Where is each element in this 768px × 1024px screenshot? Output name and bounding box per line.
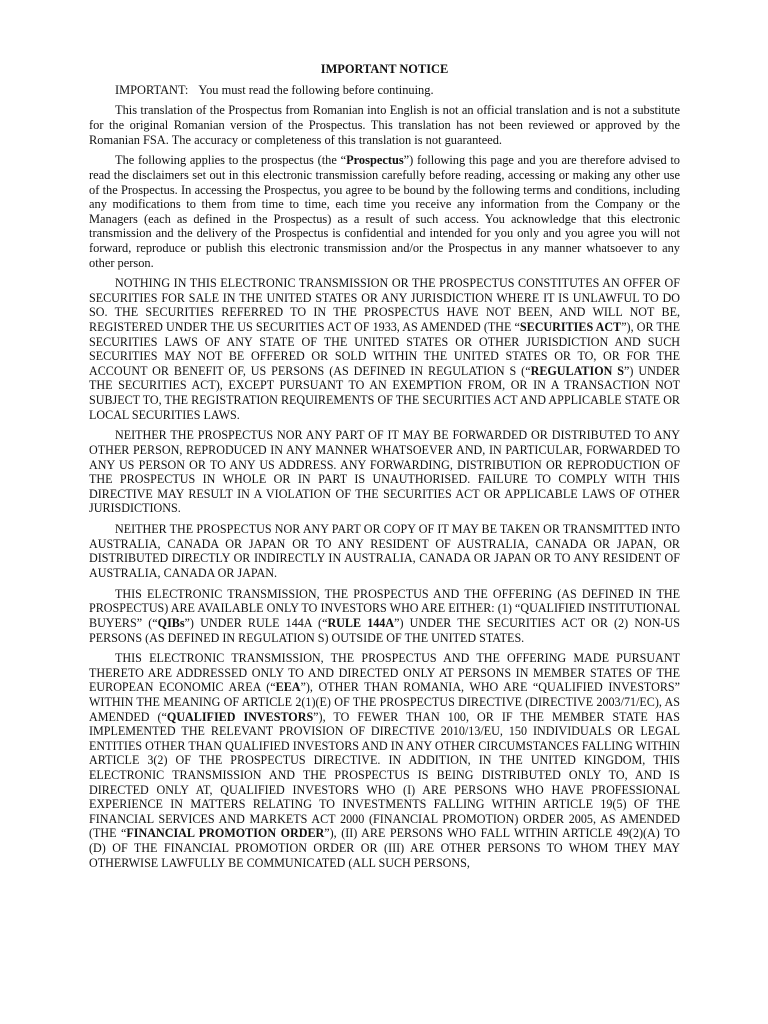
neither-forward-paragraph: NEITHER THE PROSPECTUS NOR ANY PART OF IT MAY BE FORWARDED OR DISTRIBUTED TO ANY OTHER PERSON, REPRODUCED IN ANY MANNER WHATSOEVER AND, IN PARTICULAR, FORWARDED TO ANY US PERSON OR TO ANY US ADDRESS. ANY FORWARDING, DISTRIBUTION OR REPRODUCTION OF THE PROSPECTUS IN WHOLE OR IN PART IS UNAUTHORISED. FAILURE TO COMPLY WITH THIS DIRECTIVE MAY RESULT IN A VIOLATION OF THE SECURITIES ACT OR APPLICABLE LAWS OF OTHER JURISDICTIONS.	[89, 428, 680, 516]
text-run: ”) UNDER THE SECURITIES ACT), EXCEPT PURSUANT TO AN EXEMPTION FROM, OR IN A TRANSACTION NOT SUBJECT TO, THE REGISTRATION REQUIREMENTS OF THE SECURITIES ACT AND APPLICABLE STATE OR LOCAL SECURITIES LAWS.	[89, 363, 681, 422]
defined-term-regulation-s: REGULATION S	[530, 363, 625, 378]
defined-term-securities-act: SECURITIES ACT	[519, 320, 622, 335]
text-run: THIS ELECTRONIC TRANSMISSION, THE PROSPECTUS AND THE OFFERING (AS DEFINED IN THE PROSPECTUS) ARE AVAILABLE ONLY TO INVESTORS WHO ARE EITHER: (1) “QUALIFIED INSTITUTIONAL BUYERS” (“	[89, 586, 680, 630]
addressed-paragraph	[89, 651, 680, 870]
defined-term-qibs: QIBs	[157, 615, 185, 630]
text-run: ”) UNDER RULE 144A (“	[184, 615, 328, 630]
defined-term-eea: EEA	[275, 680, 301, 695]
available-paragraph	[89, 587, 680, 645]
defined-term-qualified-investors: QUALIFIED INVESTORS	[166, 709, 314, 724]
text-run: ”), OTHER THAN ROMANIA, WHO ARE “QUALIFIED INVESTORS” WITHIN THE MEANING OF ARTICLE 2(1)(E) OF THE PROSPECTUS DIRECTIVE (DIRECTIVE 2003/71/EC), AS AMENDED (“	[89, 680, 680, 724]
text-run: NOTHING IN THIS ELECTRONIC TRANSMISSION OR THE PROSPECTUS CONSTITUTES AN OFFER OF SECURITIES FOR SALE IN THE UNITED STATES OR ANY JURISDICTION WHERE IT IS UNLAWFUL TO DO SO. THE SECURITIES REFERRED TO IN THE PROSPECTUS HAVE NOT BEEN, AND WILL NOT BE, REGISTERED UNDER THE US SECURITIES ACT OF 1933, AS AMENDED (THE “	[89, 276, 680, 335]
text-run: ”), OR THE SECURITIES LAWS OF ANY STATE OF THE UNITED STATES OR OTHER JURISDICTION AND SUCH SECURITIES MAY NOT BE OFFERED OR SOLD WITHIN THE UNITED STATES OR TO, OR FOR THE ACCOUNT OR BENEFIT OF, US PERSONS (AS DEFINED IN REGULATION S (“	[89, 320, 680, 378]
page-title: IMPORTANT NOTICE	[320, 62, 449, 76]
nothing-paragraph	[89, 276, 680, 422]
text-run: ”) following this page and you are therefore advised to read the disclaimers set out in this electronic transmission carefully before reading, accessing or making any other use of the Prospectus. In accessing the Prospectus, you agree to be bound by the following terms and conditions, including any modifications to them from time to time, each time you receive any information from the Company or the Managers (each as defined in the Prospectus) as a result of such access. You acknowledge that this electronic transmission and the delivery of the Prospectus is confidential and intended for you only and you agree you will not forward, reproduce or publish this electronic transmission and/or the Prospectus in any manner whatsoever to any other person.	[89, 153, 680, 270]
important-label: IMPORTANT:	[115, 82, 189, 97]
important-text: You must read the following before continuing.	[198, 82, 434, 97]
defined-term-prospectus: Prospectus	[346, 153, 404, 168]
text-run: ”) UNDER THE SECURITIES ACT OR (2) NON-US PERSONS (AS DEFINED IN REGULATION S) OUTSIDE OF THE UNITED STATES.	[89, 615, 681, 645]
neither-taken-paragraph: NEITHER THE PROSPECTUS NOR ANY PART OR COPY OF IT MAY BE TAKEN OR TRANSMITTED INTO AUSTRALIA, CANADA OR JAPAN OR TO ANY RESIDENT OF AUSTRALIA, CANADA OR JAPAN, OR DISTRIBUTED DIRECTLY OR INDIRECTLY IN AUSTRALIA, CANADA OR JAPAN OR TO ANY RESIDENT OF AUSTRALIA, CANADA OR JAPAN.	[89, 522, 680, 580]
defined-term-rule-144a: RULE 144A	[327, 615, 395, 630]
text-run: THIS ELECTRONIC TRANSMISSION, THE PROSPECTUS AND THE OFFERING MADE PURSUANT THERETO ARE ADDRESSED ONLY TO AND DIRECTED ONLY AT PERSONS IN MEMBER STATES OF THE EUROPEAN ECONOMIC AREA (“	[89, 651, 680, 695]
text-run: The following applies to the prospectus (the “	[115, 153, 347, 168]
important-intro	[89, 83, 680, 98]
translation-paragraph: This translation of the Prospectus from Romanian into English is not an official translation and is not a substitute for the original Romanian version of the Prospectus. This translation has not been reviewed or approved by the Romanian FSA. The accuracy or completeness of this translation is not guaranteed.	[89, 103, 680, 147]
text-run: ”), (II) ARE PERSONS WHO FALL WITHIN ARTICLE 49(2)(A) TO (D) OF THE FINANCIAL PROMOTION ORDER OR (III) ARE OTHER PERSONS TO WHOM THEY MAY OTHERWISE LAWFULLY BE COMMUNICATED (ALL SUCH PERSONS,	[89, 826, 681, 870]
applies-paragraph	[89, 153, 680, 270]
defined-term-financial-promotion-order: FINANCIAL PROMOTION ORDER	[126, 826, 325, 841]
text-run: ”), TO FEWER THAN 100, OR IF THE MEMBER STATE HAS IMPLEMENTED THE RELEVANT PROVISION OF DIRECTIVE 2010/13/EU, 150 INDIVIDUALS OR LEGAL ENTITIES OTHER THAN QUALIFIED INVESTORS AND IN ANY OTHER CIRCUMSTANCES FALLING WITHIN ARTICLE 3(2) OF THE PROSPECTUS DIRECTIVE. IN ADDITION, IN THE UNITED KINGDOM, THIS ELECTRONIC TRANSMISSION AND THE PROSPECTUS IS BEING DISTRIBUTED ONLY TO, AND IS DIRECTED ONLY AT, QUALIFIED INVESTORS WHO (I) ARE PERSONS WHO HAVE PROFESSIONAL EXPERIENCE IN MATTERS RELATING TO INVESTMENTS FALLING WITHIN ARTICLE 19(5) OF THE FINANCIAL SERVICES AND MARKETS ACT 2000 (FINANCIAL PROMOTION) ORDER 2005, AS AMENDED (THE “	[89, 709, 680, 841]
